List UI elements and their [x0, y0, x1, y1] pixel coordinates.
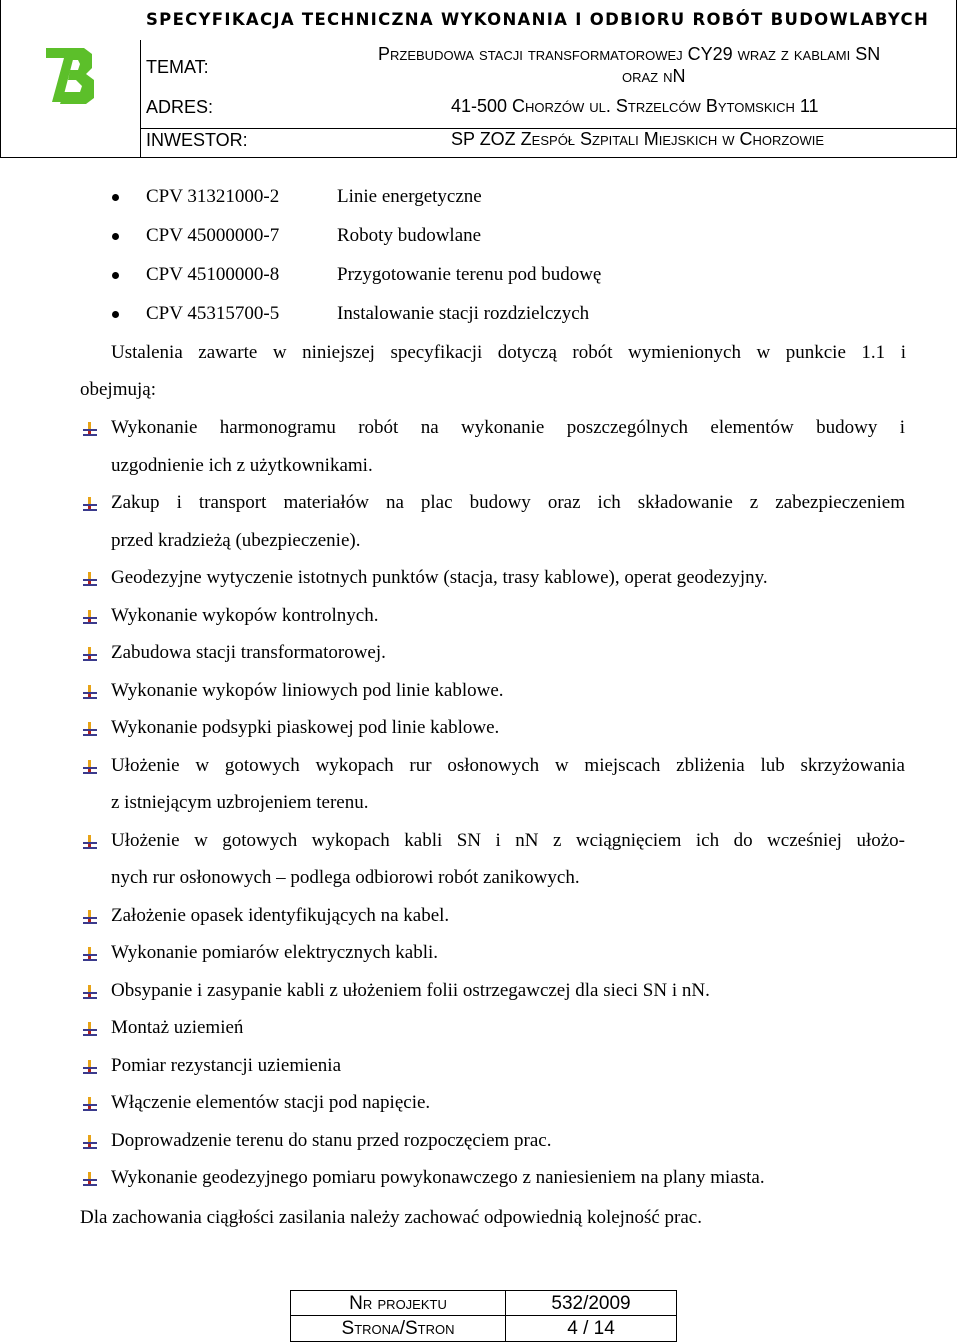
task-item: [82, 715, 907, 753]
intro-line-2: obejmują:: [80, 379, 156, 400]
arrow-bullet-icon: [82, 759, 98, 775]
document-header: [0, 0, 960, 158]
arrow-bullet-icon: [82, 834, 98, 850]
closing-sentence: Dla zachowania ciągłości zasilania należy zachować odpowiednią kolejność prac.: [80, 1207, 702, 1228]
task-text: Wykonanie harmonogramu robót na wykonanie poszczególnych elementów budowy i: [111, 417, 905, 438]
cpv-description: Instalowanie stacji rozdzielczych: [337, 303, 590, 324]
cpv-code: CPV 31321000-2: [146, 186, 280, 207]
arrow-bullet-icon: [82, 1059, 98, 1075]
task-text: Założenie opasek identyfikujących na kabel.: [111, 904, 450, 926]
bullet-dot-icon: [112, 233, 119, 240]
task-item: [82, 565, 907, 603]
footer-row-project: [291, 1291, 676, 1316]
arrow-bullet-icon: [82, 909, 98, 925]
arrow-bullet-icon: [82, 571, 98, 587]
bullet-dot-icon: [112, 194, 119, 201]
task-text: Wykonanie wykopów liniowych pod linie kablowe.: [111, 679, 504, 701]
page-label: Strona/Stron: [341, 1318, 455, 1339]
arrow-bullet-icon: [82, 946, 98, 962]
task-text: Wykonanie podsypki piaskowej pod linie kablowe.: [111, 717, 500, 738]
task-text: przed kradzieżą (ubezpieczenie).: [111, 529, 361, 551]
task-text: Doprowadzenie terenu do stanu przed rozpoczęciem prac.: [111, 1129, 552, 1151]
inwestor-value: SP ZOZ Zespół Szpitali Miejskich w Chorzowie: [451, 129, 825, 149]
adres-label: ADRES:: [146, 97, 214, 117]
task-text: nych rur osłonowych – podlega odbiorowi robót zanikowych.: [111, 867, 580, 888]
task-item: [82, 1015, 907, 1053]
task-item: [82, 828, 907, 903]
task-item: [82, 1090, 907, 1128]
task-text: Ułożenie w gotowych wykopach kabli SN i nN z wciągnięciem ich do wcześniej ułożo-: [111, 829, 905, 851]
task-text: Ułożenie w gotowych wykopach rur osłonowych w miejscach zbliżenia lub skrzyżowania: [111, 754, 905, 776]
task-item: [82, 490, 907, 565]
task-text: Geodezyjne wytyczenie istotnych punktów (stacja, trasy kablowe), operat geodezyjny.: [111, 567, 768, 588]
spec-title: SPECYFIKACJA TECHNICZNA WYKONANIA I ODBIORU ROBÓT BUDOWLABYCH: [146, 10, 930, 29]
bullet-dot-icon: [112, 311, 119, 318]
task-item: [82, 978, 907, 1016]
task-item: [82, 940, 907, 978]
task-item: [82, 678, 907, 716]
task-text: Włączenie elementów stacji pod napięcie.: [111, 1092, 431, 1113]
project-number-value: 532/2009: [505, 1291, 676, 1316]
task-item: [82, 753, 907, 828]
cpv-code: CPV 45100000-8: [146, 264, 280, 285]
task-item: [82, 603, 907, 641]
task-item: [82, 640, 907, 678]
task-text: Pomiar rezystancji uziemienia: [111, 1054, 342, 1076]
adres-value: 41-500 Chorzów ul. Strzelców Bytomskich 11: [451, 96, 819, 116]
task-item: [82, 415, 907, 490]
task-text: Montaż uziemień: [111, 1017, 244, 1038]
intro-line-1: Ustalenia zawarte w niniejszej specyfikacji dotyczą robót wymienionych w punkcie 1.1 i: [111, 342, 906, 363]
cpv-description: Przygotowanie terenu pod budowę: [337, 264, 602, 285]
task-item: [82, 1165, 907, 1203]
task-item: [82, 1128, 907, 1166]
task-text: Zabudowa stacji transformatorowej.: [111, 642, 386, 663]
task-text: Wykonanie wykopów kontrolnych.: [111, 604, 379, 626]
arrow-bullet-icon: [82, 496, 98, 512]
project-number-label: Nr projektu: [349, 1293, 447, 1314]
company-logo-icon: [40, 42, 102, 108]
arrow-bullet-icon: [82, 984, 98, 1000]
page-value: 4 / 14: [505, 1316, 676, 1341]
arrow-bullet-icon: [82, 646, 98, 662]
arrow-bullet-icon: [82, 1134, 98, 1150]
task-text: z istniejącym uzbrojeniem terenu.: [111, 792, 369, 813]
temat-value-line1: Przebudowa stacji transformatorowej CY29 wraz z kablami SN: [378, 44, 881, 64]
task-item: [82, 903, 907, 941]
arrow-bullet-icon: [82, 721, 98, 737]
arrow-bullet-icon: [82, 421, 98, 437]
arrow-bullet-icon: [82, 1171, 98, 1187]
task-text: Wykonanie geodezyjnego pomiaru powykonawczego z naniesieniem na plany miasta.: [111, 1167, 765, 1188]
task-text: Obsypanie i zasypanie kabli z ułożeniem folii ostrzegawczej dla sieci SN i nN.: [111, 979, 710, 1001]
cpv-description: Roboty budowlane: [337, 225, 482, 246]
task-item: [82, 1053, 907, 1091]
arrow-bullet-icon: [82, 684, 98, 700]
temat-label: TEMAT:: [146, 57, 209, 77]
cpv-code: CPV 45000000-7: [146, 225, 280, 246]
task-text: uzgodnienie ich z użytkownikami.: [111, 454, 373, 476]
inwestor-label: INWESTOR:: [146, 130, 248, 150]
task-text: Wykonanie pomiarów elektrycznych kabli.: [111, 942, 439, 963]
bullet-dot-icon: [112, 272, 119, 279]
footer-table: [290, 1290, 677, 1342]
arrow-bullet-icon: [82, 609, 98, 625]
footer-row-page: [291, 1316, 676, 1341]
cpv-description: Linie energetyczne: [337, 186, 482, 207]
task-text: Zakup i transport materiałów na plac budowy oraz ich składowanie z zabezpieczeniem: [111, 492, 905, 513]
cpv-code: CPV 45315700-5: [146, 303, 280, 324]
arrow-bullet-icon: [82, 1096, 98, 1112]
arrow-bullet-icon: [82, 1021, 98, 1037]
temat-value-line2: oraz nN: [622, 66, 686, 86]
